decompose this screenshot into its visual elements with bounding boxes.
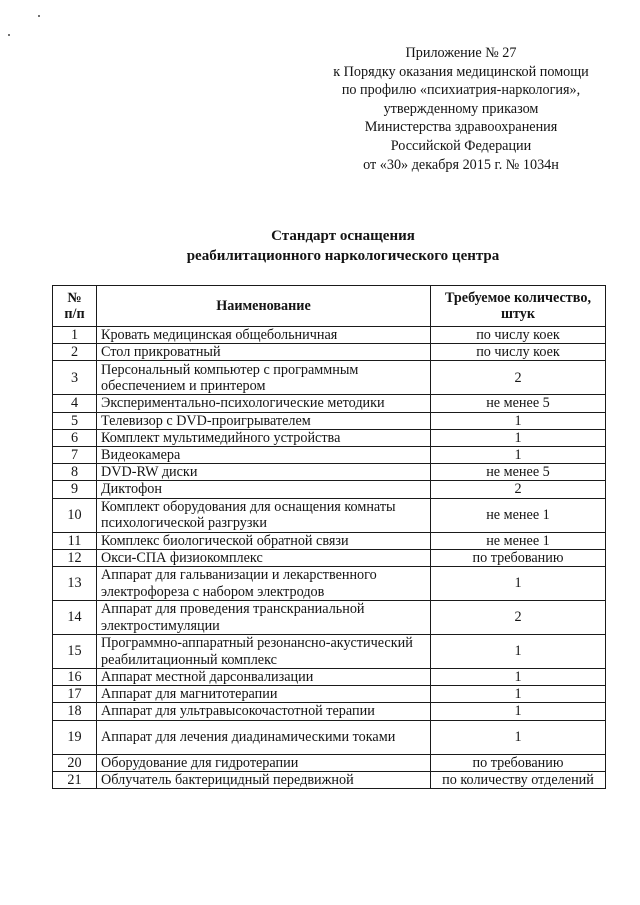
- header-number-line-1: №: [67, 289, 82, 306]
- table-row: [53, 567, 606, 601]
- table-row: [53, 395, 606, 412]
- row-quantity: 1: [431, 635, 606, 669]
- row-number: 17: [53, 686, 97, 703]
- row-quantity: по количеству отделений: [431, 771, 606, 788]
- header-line: к Порядку оказания медицинской помощи: [333, 63, 589, 80]
- row-quantity: 1: [431, 567, 606, 601]
- row-number: 11: [53, 532, 97, 549]
- row-number: 6: [53, 429, 97, 446]
- row-name: Кровать медицинская общебольничная: [97, 327, 431, 344]
- row-name: Аппарат для лечения диадинамическими токами: [97, 720, 431, 754]
- row-number: 15: [53, 635, 97, 669]
- header-number-line-2: п/п: [64, 306, 85, 322]
- table-row: [53, 703, 606, 720]
- header-line: утвержденному приказом: [383, 100, 539, 117]
- row-quantity: 1: [431, 669, 606, 686]
- header-line: Российской Федерации: [390, 137, 532, 154]
- table-row: [53, 429, 606, 446]
- row-number: 9: [53, 481, 97, 498]
- table-row: [53, 498, 606, 532]
- row-number: 19: [53, 720, 97, 754]
- row-name: Видеокамера: [97, 447, 431, 464]
- row-number: 2: [53, 344, 97, 361]
- row-name: Окси-СПА физиокомплекс: [97, 549, 431, 566]
- row-quantity: 2: [431, 361, 606, 395]
- row-number: 4: [53, 395, 97, 412]
- table-row: [53, 601, 606, 635]
- title-line-2: реабилитационного наркологического центра: [186, 248, 500, 264]
- row-name: Диктофон: [97, 481, 431, 498]
- table-row: [53, 635, 606, 669]
- row-quantity: 1: [431, 720, 606, 754]
- row-number: 8: [53, 464, 97, 481]
- header-quantity: [431, 286, 606, 327]
- row-name: Персональный компьютер с программным обеспечением и принтером: [97, 361, 431, 395]
- table-row: [53, 344, 606, 361]
- row-quantity: не менее 1: [431, 532, 606, 549]
- row-number: 18: [53, 703, 97, 720]
- header-line: по профилю «психиатрия-наркология»,: [341, 82, 581, 99]
- row-name: Оборудование для гидротерапии: [97, 754, 431, 771]
- table-row: [53, 686, 606, 703]
- scan-speck: [8, 34, 10, 36]
- row-name: Комплект оборудования для оснащения комнаты психологической разгрузки: [97, 498, 431, 532]
- row-quantity: не менее 5: [431, 395, 606, 412]
- row-name: Аппарат для гальванизации и лекарственного электрофореза с набором электродов: [97, 567, 431, 601]
- row-name: DVD-RW диски: [97, 464, 431, 481]
- row-number: 14: [53, 601, 97, 635]
- row-quantity: не менее 5: [431, 464, 606, 481]
- row-quantity: 1: [431, 703, 606, 720]
- row-name: Аппарат для магнитотерапии: [97, 686, 431, 703]
- row-name: Стол прикроватный: [97, 344, 431, 361]
- table-row: [53, 669, 606, 686]
- table-row: [53, 481, 606, 498]
- row-name: Аппарат местной дарсонвализации: [97, 669, 431, 686]
- row-name: Аппарат для проведения транскраниальной электростимуляции: [97, 601, 431, 635]
- row-number: 7: [53, 447, 97, 464]
- appendix-header: [296, 44, 626, 174]
- document-title: [0, 226, 640, 266]
- table-row: [53, 447, 606, 464]
- row-quantity: по требованию: [431, 754, 606, 771]
- row-name: Экспериментально-психологические методики: [97, 395, 431, 412]
- row-number: 13: [53, 567, 97, 601]
- row-quantity: 2: [431, 481, 606, 498]
- row-number: 16: [53, 669, 97, 686]
- row-quantity: 2: [431, 601, 606, 635]
- row-number: 1: [53, 327, 97, 344]
- row-name: Облучатель бактерицидный передвижной: [97, 771, 431, 788]
- row-number: 20: [53, 754, 97, 771]
- row-quantity: не менее 1: [431, 498, 606, 532]
- row-name: Аппарат для ультравысокочастотной терапии: [97, 703, 431, 720]
- row-quantity: 1: [431, 686, 606, 703]
- header-quantity-line-2: штук: [500, 306, 536, 322]
- row-quantity: 1: [431, 447, 606, 464]
- row-quantity: по числу коек: [431, 327, 606, 344]
- table-row: [53, 549, 606, 566]
- table-row: [53, 327, 606, 344]
- table-row: [53, 361, 606, 395]
- row-quantity: по числу коек: [431, 344, 606, 361]
- equipment-table: [52, 285, 606, 789]
- row-quantity: по требованию: [431, 549, 606, 566]
- table-row: [53, 412, 606, 429]
- table-row: [53, 532, 606, 549]
- table-row: [53, 754, 606, 771]
- row-quantity: 1: [431, 412, 606, 429]
- header-line: Министерства здравоохранения: [364, 119, 558, 136]
- header-line: от «30» декабря 2015 г. № 1034н: [363, 156, 559, 173]
- header-line: Приложение № 27: [405, 45, 517, 61]
- header-name: Наименование: [97, 286, 431, 327]
- table-row: [53, 771, 606, 788]
- row-number: 3: [53, 361, 97, 395]
- row-name: Комплекс биологической обратной связи: [97, 532, 431, 549]
- header-quantity-line-1: Требуемое количество,: [444, 289, 591, 306]
- row-number: 21: [53, 771, 97, 788]
- row-number: 5: [53, 412, 97, 429]
- scan-speck: [38, 15, 40, 17]
- row-number: 12: [53, 549, 97, 566]
- table-row: [53, 720, 606, 754]
- row-quantity: 1: [431, 429, 606, 446]
- title-line-1: Стандарт оснащения: [271, 228, 415, 244]
- table-header-row: [53, 286, 606, 327]
- row-name: Комплект мультимедийного устройства: [97, 429, 431, 446]
- header-number: [53, 286, 97, 327]
- table-row: [53, 464, 606, 481]
- row-name: Программно-аппаратный резонансно-акустический реабилитационный комплекс: [97, 635, 431, 669]
- row-number: 10: [53, 498, 97, 532]
- row-name: Телевизор с DVD-проигрывателем: [97, 412, 431, 429]
